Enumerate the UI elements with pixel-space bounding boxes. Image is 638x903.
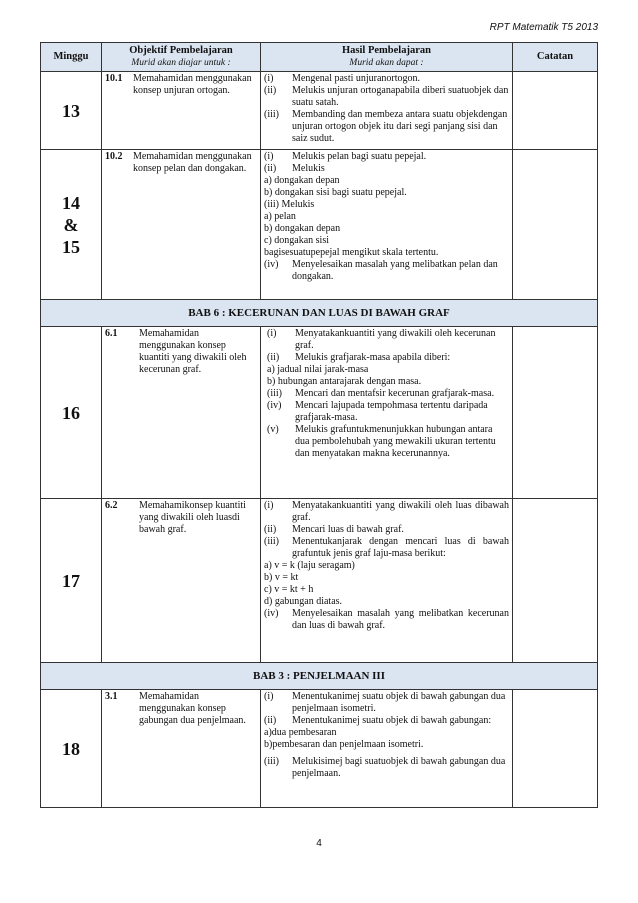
outcome-text: Menentukanimej suatu objek di bawah gabungan:	[292, 715, 492, 726]
outcome-line: b) hubungan antarajarak dengan masa.	[267, 376, 422, 387]
table-row	[41, 150, 598, 300]
objective-cell	[102, 72, 261, 150]
objective-cell	[102, 327, 261, 499]
objective-text: Memahamidan menggunakan konsep gabungan dua penjelmaan.	[139, 691, 246, 726]
outcome-line: b) v = kt	[264, 572, 299, 583]
outcome-label: (iii)	[267, 388, 282, 399]
col-hasil	[261, 43, 513, 72]
objective-text: Memahamidan menggunakan konsep kuantiti yang diwakili oleh kecerunan graf.	[139, 328, 247, 375]
outcome-line: b) dongakan sisi bagi suatu pepejal.	[264, 187, 407, 198]
outcome-label: (i)	[264, 73, 274, 84]
notes-cell	[513, 327, 598, 499]
objective-cell	[102, 499, 261, 663]
outcome-label: (i)	[267, 328, 277, 339]
outcome-text: Membanding dan membeza antara suatu objekdengan unjuran ortogon objek itu dari segi panjang sisi dan saiz sudut.	[292, 109, 508, 144]
outcome-label: (i)	[264, 691, 274, 702]
outcome-text: Menentukanimej suatu objek di bawah gabungan dua penjelmaan isometri.	[292, 691, 506, 714]
objective-number: 6.2	[105, 500, 118, 511]
table-row	[41, 72, 598, 150]
week-cell: 13	[41, 72, 102, 150]
objective-cell	[102, 690, 261, 808]
objective-text: Memahamidan menggunakan konsep pelan dan dongakan.	[133, 151, 252, 174]
outcome-text: Mencari luas di bawah graf.	[292, 524, 404, 535]
outcome-text: Mencari lajupada tempohmasa tertentu daripada grafjarak-masa.	[295, 400, 488, 423]
outcome-text: Melukis unjuran ortoganapabila diberi suatuobjek dan suatu satah.	[292, 85, 509, 108]
outcome-label: (iii)	[264, 109, 279, 120]
outcome-text: Menentukanjarak dengan mencari luas di bawah grafuntuk jenis graf laju-masa berikut:	[292, 536, 509, 559]
outcome-text: Melukisimej bagi suatuobjek di bawah gabungan dua penjelmaan.	[292, 756, 506, 779]
notes-cell	[513, 150, 598, 300]
outcome-text: Melukis pelan bagi suatu pepejal.	[292, 151, 427, 162]
objective-text: Memahamikonsep kuantiti yang diwakili oleh luasdi bawah graf.	[139, 500, 246, 535]
outcome-line: c) dongakan sisi	[264, 235, 329, 246]
table-row	[41, 499, 598, 663]
outcome-label: (ii)	[267, 352, 280, 363]
col-hasil-title: Hasil Pembelajaran	[342, 45, 431, 56]
week-cell: 16	[41, 327, 102, 499]
outcome-cell	[261, 72, 513, 150]
outcome-text: Melukis grafjarak-masa apabila diberi:	[295, 352, 451, 363]
page-number: 4	[316, 838, 322, 849]
outcome-text: Menyatakankuantiti yang diwakili oleh kecerunan graf.	[295, 328, 496, 351]
outcome-text: Menyelesaikan masalah yang melibatkan kecerunan dan luas di bawah graf.	[292, 608, 509, 631]
notes-cell	[513, 72, 598, 150]
outcome-label: (iv)	[264, 259, 279, 270]
outcome-cell	[261, 499, 513, 663]
outcome-line: a) pelan	[264, 211, 296, 222]
lesson-plan-table	[40, 42, 598, 808]
outcome-line: a)dua pembesaran	[264, 727, 337, 738]
outcome-cell	[261, 327, 513, 499]
chapter-row	[41, 663, 598, 690]
outcome-line: a) v = k (laju seragam)	[264, 560, 355, 571]
outcome-label: (ii)	[264, 524, 277, 535]
week-number: 15	[62, 236, 80, 257]
objective-cell	[102, 150, 261, 300]
week-cell: 18	[41, 690, 102, 808]
table-row	[41, 690, 598, 808]
col-objektif	[102, 43, 261, 72]
table-row	[41, 327, 598, 499]
chapter-heading: BAB 6 : KECERUNAN DAN LUAS DI BAWAH GRAF	[41, 300, 598, 327]
outcome-cell	[261, 690, 513, 808]
chapter-heading: BAB 3 : PENJELMAAN III	[41, 663, 598, 690]
table-header-row	[41, 43, 598, 72]
outcome-line: b)pembesaran dan penjelmaan isometri.	[264, 739, 424, 750]
outcome-line: bagisesuatupepejal mengikut skala tertentu.	[264, 247, 439, 258]
week-separator: &	[63, 214, 79, 235]
outcome-label: (ii)	[264, 85, 277, 96]
notes-cell	[513, 499, 598, 663]
chapter-row	[41, 300, 598, 327]
week-cell: 17	[41, 499, 102, 663]
notes-cell	[513, 690, 598, 808]
outcome-text: Mencari dan mentafsir kecerunan grafjarak-masa.	[295, 388, 495, 399]
outcome-label: (iii)	[264, 756, 279, 767]
outcome-line: d) gabungan diatas.	[264, 596, 343, 607]
outcome-label: (iv)	[264, 608, 279, 619]
objective-number: 10.2	[105, 151, 123, 162]
col-catatan: Catatan	[513, 43, 598, 72]
objective-number: 6.1	[105, 328, 118, 339]
outcome-label: (iii)	[264, 536, 279, 547]
col-objektif-title: Objektif Pembelajaran	[129, 45, 233, 56]
col-minggu: Minggu	[41, 43, 102, 72]
outcome-line: a) dongakan depan	[264, 175, 340, 186]
outcome-label: (ii)	[264, 715, 277, 726]
col-hasil-sub: Murid akan dapat :	[349, 58, 424, 68]
outcome-text: Menyatakankuantiti yang diwakili oleh luas dibawah graf.	[292, 500, 509, 523]
outcome-text: Mengenal pasti unjuranortogon.	[292, 73, 421, 84]
outcome-line: b) dongakan depan	[264, 223, 341, 234]
objective-number: 10.1	[105, 73, 123, 84]
outcome-text: Menyelesaikan masalah yang melibatkan pelan dan dongakan.	[292, 259, 498, 282]
objective-text: Memahamidan menggunakan konsep unjuran ortogan.	[133, 73, 252, 96]
outcome-label: (i)	[264, 500, 274, 511]
outcome-text: Melukis grafuntukmenunjukkan hubungan antara dua pembolehubah yang mewakili ukuran tertentu dan menyatakan makna kecerunannya.	[295, 424, 496, 459]
outcome-line: a) jadual nilai jarak-masa	[267, 364, 369, 375]
week-cell	[41, 150, 102, 300]
outcome-label: (v)	[267, 424, 279, 435]
outcome-cell	[261, 150, 513, 300]
outcome-line: (iii) Melukis	[264, 199, 315, 210]
week-number: 14	[62, 192, 80, 213]
col-objektif-sub: Murid akan diajar untuk :	[131, 58, 231, 68]
outcome-label: (i)	[264, 151, 274, 162]
outcome-text: Melukis	[292, 163, 325, 174]
objective-number: 3.1	[105, 691, 118, 702]
outcome-label: (iv)	[267, 400, 282, 411]
document-header: RPT Matematik T5 2013	[489, 22, 598, 33]
outcome-line: c) v = kt + h	[264, 584, 314, 595]
outcome-label: (ii)	[264, 163, 277, 174]
